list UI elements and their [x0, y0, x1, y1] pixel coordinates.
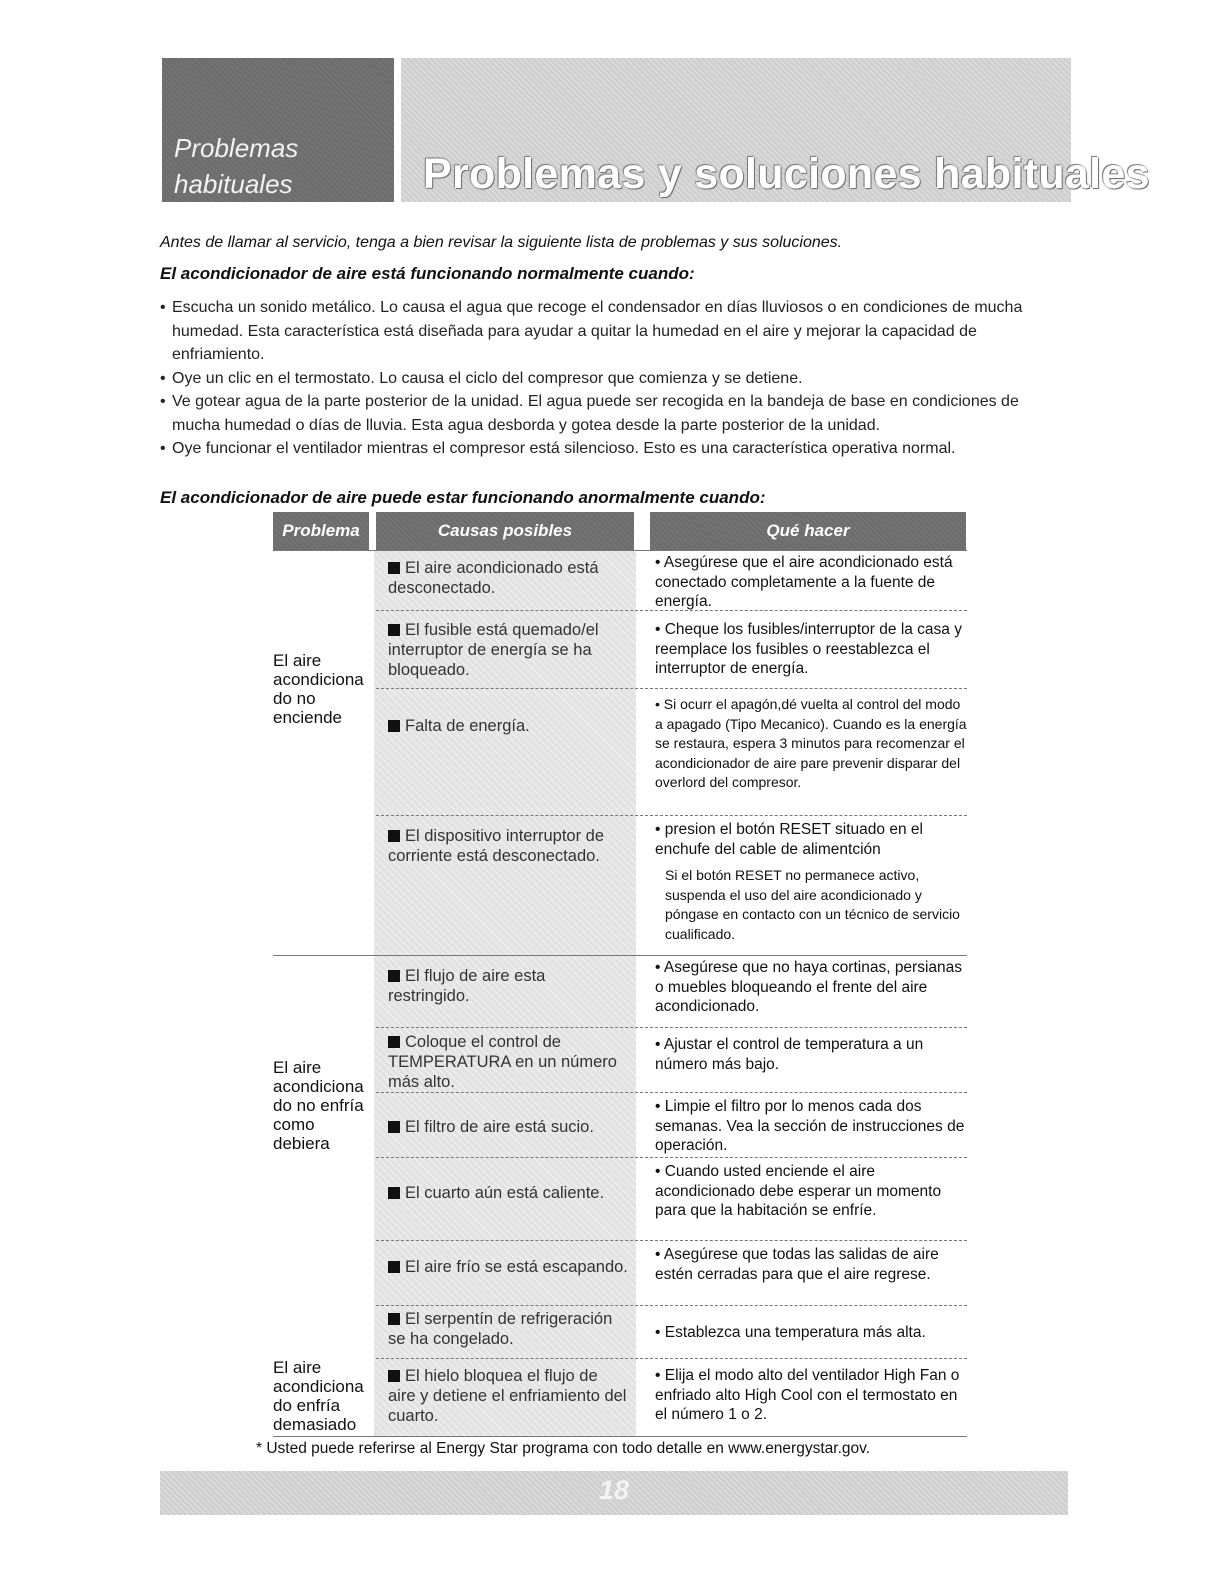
list-item: • Ve gotear agua de la parte posterior de la unidad. El agua puede ser recogida en la bandeja de base en condiciones de mucha humedad o días de lluvia. Esta agua desborda y gotea desde la parte posterior de la unidad.: [160, 390, 1070, 437]
cause-item: El serpentín de refrigeración se ha congelado.: [388, 1310, 613, 1348]
cause-item: El cuarto aún está caliente.: [388, 1183, 628, 1203]
cause-item: El filtro de aire está sucio.: [388, 1117, 628, 1137]
bullet-square-icon: [388, 1187, 400, 1199]
row-divider: [376, 1092, 967, 1093]
action-item: • Asegúrese que no haya cortinas, persianas o muebles bloqueando el frente del aire acondicionado.: [655, 959, 963, 1015]
normal-heading: El acondicionador de aire está funcionando normalmente cuando:: [160, 264, 695, 283]
intro-text: Antes de llamar al servicio, tenga a bien revisar la siguiente lista de problemas y sus soluciones.: [160, 234, 843, 251]
bullet-square-icon: [388, 830, 400, 842]
group-divider: [273, 955, 967, 956]
action-item: • Si ocurr el apagón,dé vuelta al control del modo a apagado (Tipo Mecanico). Cuando es la energía se restaura, espera 3 minutos para recomenzar el acondicionador de aire pare prevenir disparar del overlord del compresor.: [655, 696, 967, 790]
action-item: • presion el botón RESET situado en el enchufe del cable de alimentción: [655, 821, 923, 858]
abnormal-heading: El acondicionador de aire puede estar funcionando anormalmente cuando:: [160, 488, 766, 507]
cause-item: El fusible está quemado/el interruptor de energía se ha bloqueado.: [388, 621, 599, 679]
row-divider: [376, 815, 967, 816]
action-item: • Ajustar el control de temperatura a un número más bajo.: [655, 1036, 924, 1073]
column-header-causes: Causas posibles: [376, 512, 634, 550]
cause-item: El dispositivo interruptor de corriente está desconectado.: [388, 827, 605, 865]
action-item: • Elija el modo alto del ventilador High Fan o enfriado alto High Cool con el termostato en el número 1 o 2.: [655, 1367, 960, 1423]
cause-item: El aire acondicionado está desconectado.: [388, 559, 599, 597]
table-bottom-rule: [273, 1436, 967, 1437]
bullet-square-icon: [388, 1121, 400, 1133]
bullet-square-icon: [388, 1370, 400, 1382]
action-item: • Establezca una temperatura más alta.: [655, 1324, 926, 1341]
row-divider: [376, 1027, 967, 1028]
header-side-tab: [162, 58, 394, 202]
bullet-square-icon: [388, 720, 400, 732]
row-divider: [376, 1157, 967, 1158]
bullet-square-icon: [388, 624, 400, 636]
bullet-square-icon: [388, 1261, 400, 1273]
list-item: • Oye funcionar el ventilador mientras el compresor está silencioso. Esto es una característica operativa normal.: [160, 437, 1070, 461]
problem-label: El aire acondiciona do no enfría como debiera: [273, 1058, 364, 1153]
problem-label: El aire acondiciona do enfría demasiado: [273, 1358, 364, 1434]
header-side-label: Problemas habituales: [174, 133, 299, 199]
bullet-square-icon: [388, 1313, 400, 1325]
list-item: • Escucha un sonido metálico. Lo causa el agua que recoge el condensador en días lluviosos o en condiciones de mucha humedad. Esta característica está diseñada para ayudar a quitar la humedad en el aire y mejorar la capacidad de enfriamiento.: [160, 296, 1070, 367]
page-number-bar: [160, 1471, 1068, 1515]
cause-item: El hielo bloquea el flujo de aire y detiene el enfriamiento del cuarto.: [388, 1367, 627, 1425]
action-item: Si el botón RESET no permanece activo, suspenda el uso del aire acondicionado y póngase en contacto con un técnico de servicio cualificado.: [665, 867, 960, 942]
action-item: • Asegúrese que todas las salidas de aire estén cerradas para que el aire regrese.: [655, 1246, 939, 1283]
bullet-square-icon: [388, 1036, 400, 1048]
footnote: * Usted puede referirse al Energy Star programa con todo detalle en www.energystar.gov.: [256, 1440, 871, 1457]
row-divider: [376, 1305, 967, 1306]
bullet-square-icon: [388, 562, 400, 574]
header-banner: [401, 58, 1150, 202]
column-header-actions: Qué hacer: [650, 512, 966, 550]
page-number: 18: [598, 1475, 630, 1505]
action-item: • Asegúrese que el aire acondicionado está conectado completamente a la fuente de energía.: [655, 554, 953, 610]
list-item: • Oye un clic en el termostato. Lo causa el ciclo del compresor que comienza y se detiene.: [160, 367, 1070, 391]
cause-item: El flujo de aire esta restringido.: [388, 967, 546, 1005]
problem-label: El aire acondiciona do no enciende: [273, 651, 364, 727]
table-top-rule: [273, 550, 967, 551]
row-divider: [376, 688, 967, 689]
action-item: • Limpie el filtro por lo menos cada dos semanas. Vea la sección de instrucciones de operación.: [655, 1098, 965, 1154]
cause-item: El aire frío se está escapando.: [388, 1257, 628, 1277]
cause-item: Coloque el control de TEMPERATURA en un número más alto.: [388, 1033, 617, 1091]
action-item: • Cuando usted enciende el aire acondicionado debe esperar un momento para que la habitación se enfríe.: [655, 1163, 942, 1219]
row-divider: [376, 1358, 967, 1359]
page-title: Problemas y soluciones habituales: [423, 150, 1150, 198]
bullet-square-icon: [388, 970, 400, 982]
normal-list: [160, 296, 1070, 461]
cause-item: Falta de energía.: [388, 716, 628, 736]
row-divider: [376, 1240, 967, 1241]
column-header-problem: Problema: [273, 512, 369, 550]
action-item: • Cheque los fusibles/interruptor de la casa y reemplace los fusibles o reestablezca el interruptor de energía.: [655, 621, 962, 677]
